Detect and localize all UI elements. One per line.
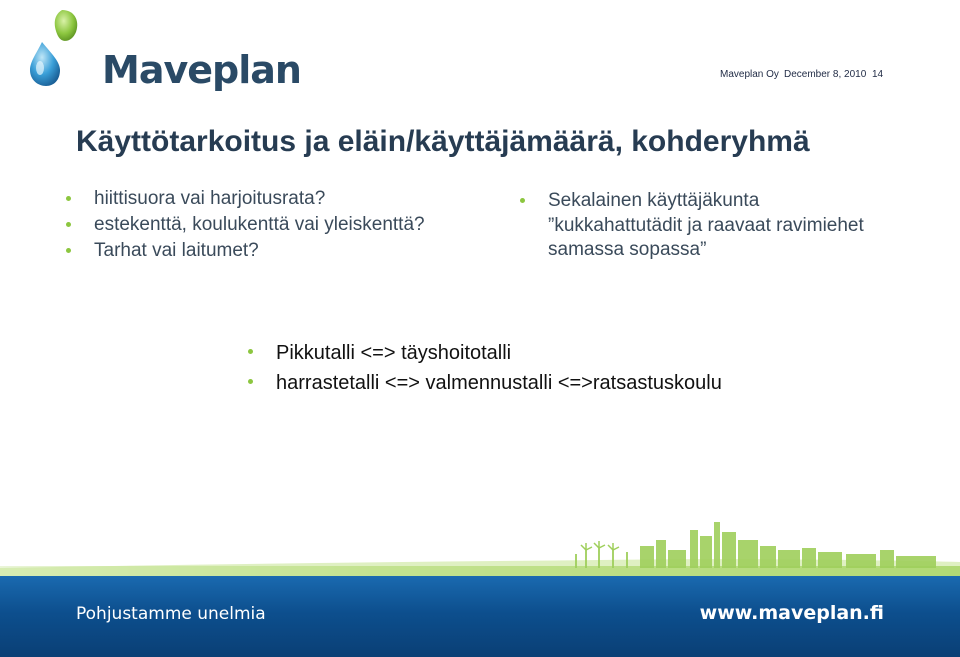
list-item xyxy=(58,238,425,264)
list-item xyxy=(58,186,425,212)
list-item xyxy=(58,212,425,238)
slide-title: Käyttötarkoitus ja eläin/käyttäjämäärä, kohderyhmä xyxy=(76,125,810,158)
bullet-dot-icon xyxy=(66,248,71,253)
logo-wordmark: Maveplan xyxy=(102,48,301,92)
bullet-dot-icon xyxy=(66,196,71,201)
bullet-subtext-line-2: samassa sopassa” xyxy=(548,239,707,260)
right-bullet-list xyxy=(512,188,864,262)
water-drop-logo-icon xyxy=(26,6,106,96)
skyline-illustration xyxy=(0,510,960,585)
list-item xyxy=(512,188,864,262)
header-company: Maveplan Oy xyxy=(720,69,779,80)
bullet-text: harrastetalli <=> valmennustalli <=>ratsastuskoulu xyxy=(276,372,722,394)
bullet-dot-icon xyxy=(248,379,253,384)
page-number: 14 xyxy=(872,69,884,80)
bullet-dot-icon xyxy=(248,349,253,354)
bullet-text: estekenttä, koulukenttä vai yleiskenttä? xyxy=(94,214,425,235)
bottom-bullet-list xyxy=(240,338,722,398)
header-date: December 8, 2010 xyxy=(784,69,867,80)
bullet-text: Tarhat vai laitumet? xyxy=(94,240,259,261)
bullet-dot-icon xyxy=(520,198,525,203)
bullet-text: hiittisuora vai harjoitusrata? xyxy=(94,188,326,209)
maveplan-logo xyxy=(26,6,301,96)
bullet-dot-icon xyxy=(66,222,71,227)
list-item xyxy=(240,338,722,368)
left-bullet-list xyxy=(58,186,425,264)
footer-website-link[interactable]: www.maveplan.fi xyxy=(699,602,884,624)
footer-slogan: Pohjustamme unelmia xyxy=(76,604,266,624)
bullet-text: Pikkutalli <=> täyshoitotalli xyxy=(276,342,512,364)
bullet-subtext-line-1: ”kukkahattutädit ja raavaat ravimiehet xyxy=(548,215,864,236)
list-item xyxy=(240,368,722,398)
footer-band xyxy=(0,576,960,657)
bullet-text: Sekalainen käyttäjäkunta xyxy=(548,190,760,211)
